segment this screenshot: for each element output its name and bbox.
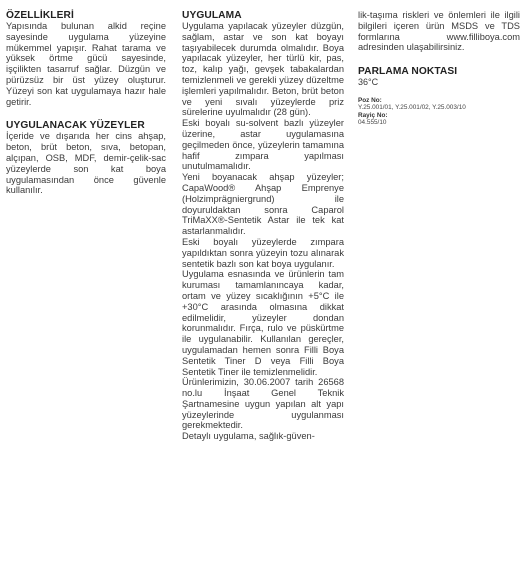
uygulama-paragraph-3: Yeni boyanacak ahşap yüzeyler; CapaWood® Ahşap Emprenye (Holzimprägniergrund) ile doyuruldaktan sonra Caparol TriMaXX®-Sentetik Astar ile tek kat astarlanmalıdır. bbox=[182, 172, 344, 237]
uygulama-paragraph-5: Uygulama esnasında ve ürünlerin tam kuruması tamamlanıncaya kadar, ortam ve yüzey sıcaklığının +5°C ile +30°C arasında olmasına dikkat edilmelidir, yüzeyler dondan korunmalıdır. Fırça, rulo ve püskürtme ile uygulanabilir. Kullanılan gereçler, uygulamadan hemen sonra Filli Boya Sentetik Tiner D veya Filli Boya Sentetik Tiner ile temizlenmelidir. bbox=[182, 269, 344, 377]
ozellikler-heading: ÖZELLİKLERİ bbox=[6, 10, 74, 21]
poz-no-label: Poz No: bbox=[358, 96, 382, 104]
uygulama-heading: UYGULAMA bbox=[182, 10, 242, 21]
poz-no-value: Y.25.001/01, Y.25.001/02, Y.25.003/10 bbox=[358, 104, 466, 112]
uygulama-paragraph-7: Detaylı uygulama, sağlık-güven- bbox=[182, 431, 315, 442]
parlama-noktasi-value: 36°C bbox=[358, 77, 379, 88]
uygulama-paragraph-4: Eski boyalı yüzeylerde zımpara yapıldıktan sonra yüzeyin tozu alınarak sentetik bazlı son kat boya uygulanır. bbox=[182, 236, 344, 269]
ozellikler-text: Yapısında bulunan alkid reçine sayesinde uygulama yüzeyine mükemmel yapışır. Rahat tarama ve yüksek örtme gücü sayesinde, işçilikten tasarruf sağlar. Düzgün ve pürüzsüz bir üst yüzey oluşturur. Yüzeyi son kat uygulamaya hazır hale getirir. bbox=[6, 21, 166, 107]
parlama-noktasi-heading: PARLAMA NOKTASI bbox=[358, 66, 458, 78]
rayic-no-label: Rayiç No: bbox=[358, 111, 388, 119]
column-1 bbox=[6, 10, 166, 196]
rayic-no-value: 04.555/10 bbox=[358, 119, 387, 127]
uygulanacak-yuzeyler-text: İçeride ve dışarıda her cins ahşap, beton, brüt beton, sıva, betopan, alçıpan, OSB, MDF, demir-çelik-sac yüzeylerde son kat boya uygulamasından önce güvenle kullanılır. bbox=[6, 131, 166, 196]
column-3 bbox=[358, 10, 520, 127]
uygulama-paragraph-6: Ürünlerimizin, 30.06.2007 tarih 26568 no.lu İnşaat Genel Teknik Şartnamesine uygun yapılan alt yapı yüzeylerinde uygulanması gerekmektedir. bbox=[182, 377, 344, 431]
uygulama-paragraph-2: Eski boyalı su-solvent bazlı yüzeyler üzerine, astar uygulamasına geçilmeden önce, yüzeylerin tamamına hafif zımpara yapılması unutulmamalıdır. bbox=[182, 118, 344, 172]
column-2 bbox=[182, 10, 344, 442]
uygulama-continuation: lik-taşıma riskleri ve önlemleri ile ilgili bilgileri içeren ürün MSDS ve TDS formlarına www.filliboya.com adresinden ulaşabilirsiniz. bbox=[358, 10, 520, 53]
uygulanacak-yuzeyler-heading: UYGULANACAK YÜZEYLER bbox=[6, 120, 145, 132]
uygulama-paragraph-1: Uygulama yapılacak yüzeyler düzgün, sağlam, astar ve son kat boyayı taşıyabilecek durumda olmalıdır. Boya yapılacak yüzeyler, her türlü kir, pas, toz, kalıp yağı, gevşek tabakalardan temizlenmeli ve gerekli yüzey düzeltme işlemleri yapılmalıdır. Beton, brüt beton ve yeni sıvalı yüzeylerde priz sürelerine uyulmalıdır (28 gün). bbox=[182, 21, 344, 118]
